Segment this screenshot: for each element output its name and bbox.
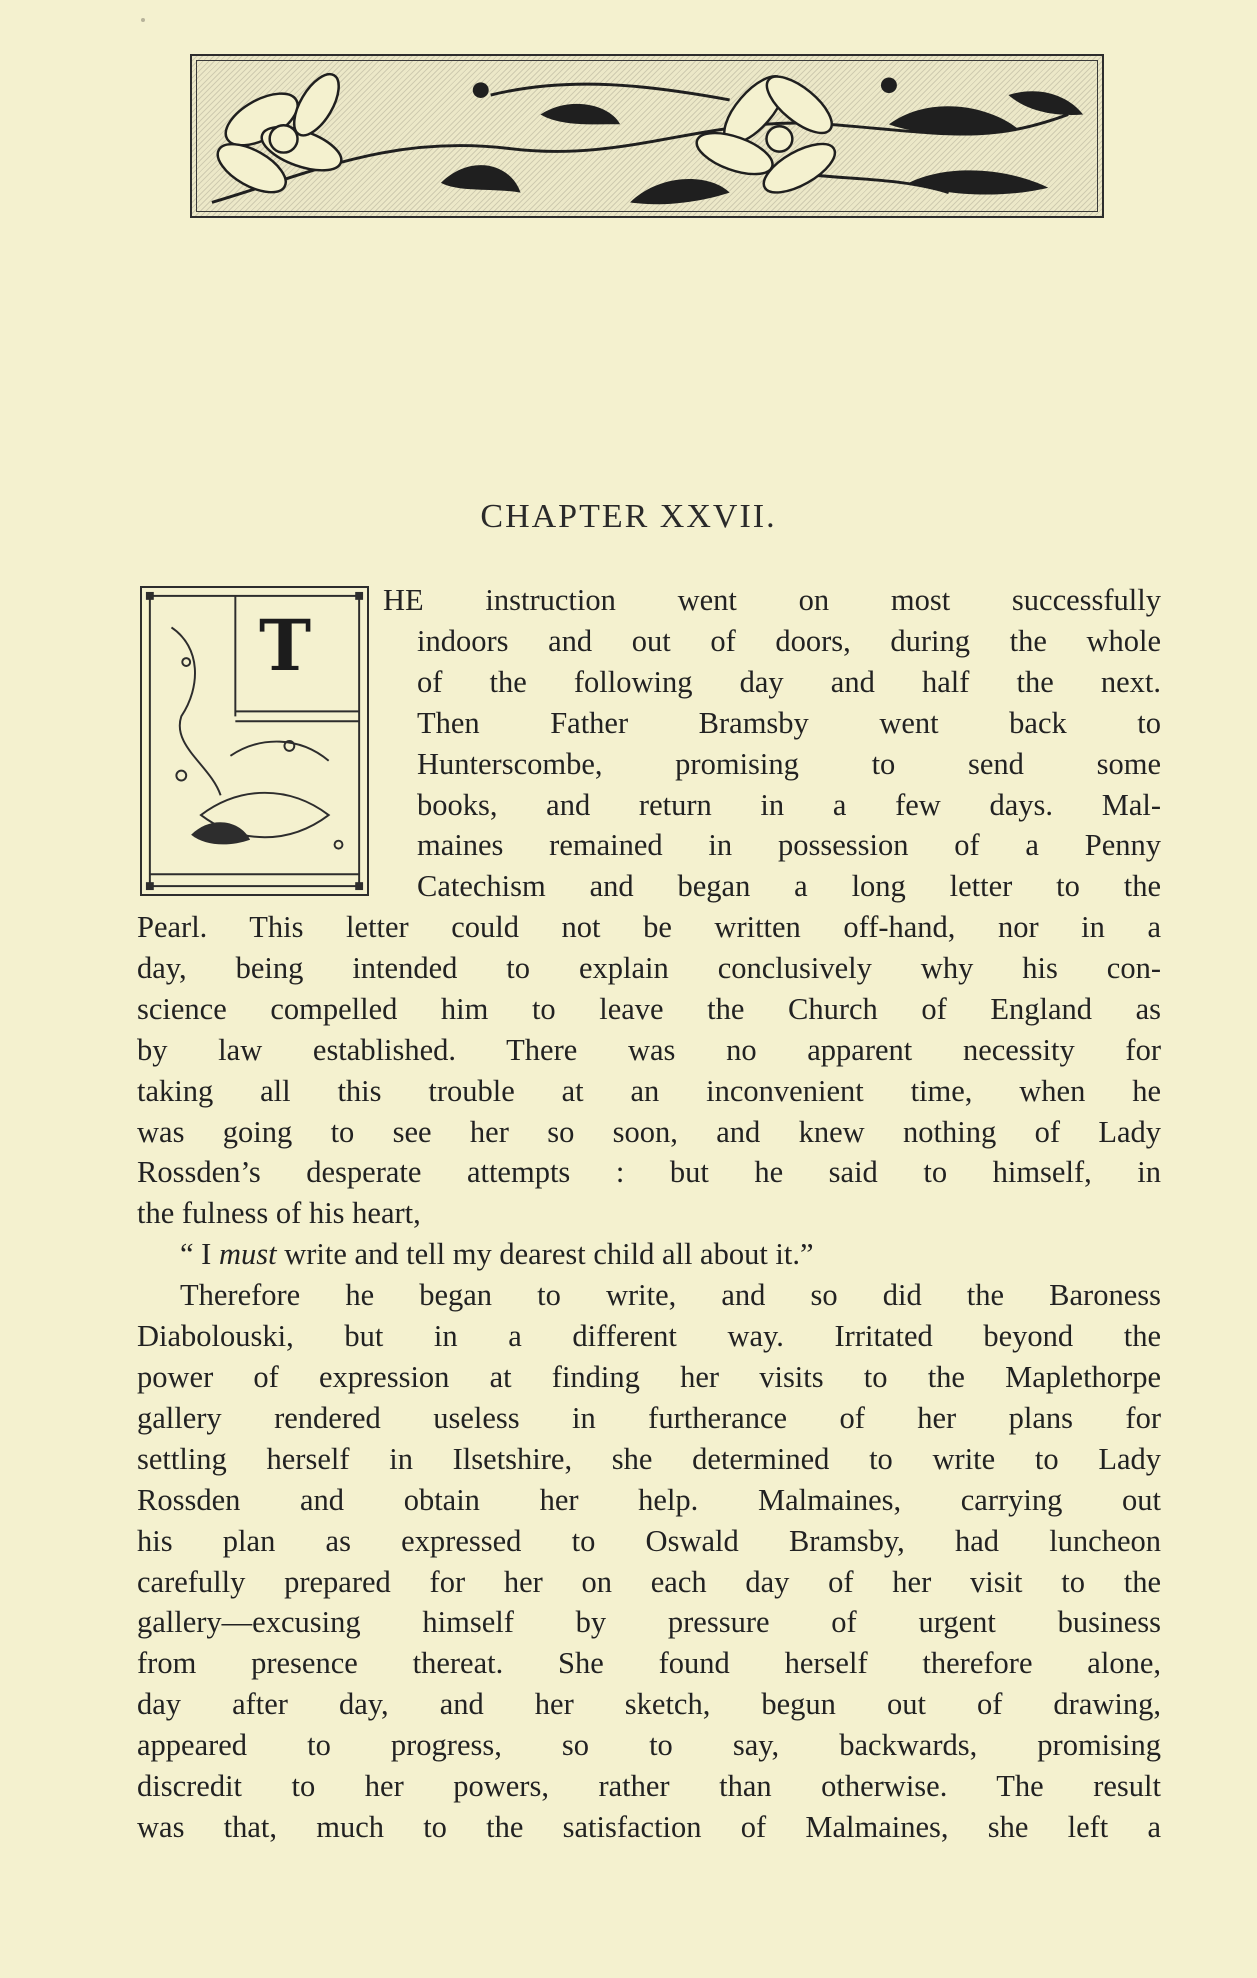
text-line: day, being intended to explain conclusively why his con- xyxy=(137,950,1161,985)
text-line: taking all this trouble at an inconvenient time, when he xyxy=(137,1073,1161,1108)
text-line: HE instruction went on most successfully xyxy=(383,583,1161,617)
text-line: appeared to progress, so to say, backwards, promising xyxy=(137,1728,1161,1763)
text-line: discredit to her powers, rather than otherwise. The result xyxy=(137,1769,1161,1804)
quote-open: “ I xyxy=(180,1237,219,1272)
text-line: Rossden and obtain her help. Malmaines, carrying out xyxy=(137,1482,1161,1517)
text-line: his plan as expressed to Oswald Bramsby, had luncheon xyxy=(137,1523,1161,1558)
text-line: Diabolouski, but in a different way. Irritated beyond the xyxy=(137,1319,1161,1354)
body-text xyxy=(137,907,1161,1848)
text-line: Pearl. This letter could not be written off-hand, nor in a xyxy=(137,910,1161,944)
chapter-headpiece-ornament xyxy=(190,54,1104,218)
text-line: of the following day and half the next. xyxy=(417,664,1161,699)
text-line: day after day, and her sketch, begun out of drawing, xyxy=(137,1687,1161,1722)
text-line: carefully prepared for her on each day of her visit to the xyxy=(137,1564,1161,1599)
text-line: Then Father Bramsby went back to xyxy=(417,705,1161,740)
text-line: Therefore he began to write, and so did the Baroness xyxy=(180,1278,1161,1313)
text-line: the fulness of his heart, xyxy=(137,1196,421,1231)
text-line: maines remained in possession of a Penny xyxy=(417,828,1161,863)
text-line: indoors and out of doors, during the whole xyxy=(417,623,1161,658)
text-line: Hunterscombe, promising to send some xyxy=(417,746,1161,781)
text-line: Rossden’s desperate attempts : but he said to himself, in xyxy=(137,1155,1161,1190)
drop-cap-letter: T xyxy=(258,604,312,687)
decorated-initial xyxy=(140,586,369,896)
quote-emphasis: must xyxy=(218,1237,277,1272)
text-line: power of expression at finding her visits to the Maplethorpe xyxy=(137,1359,1161,1394)
quote-rest: write and tell my dearest child all about it.” xyxy=(276,1237,814,1272)
text-line: science compelled him to leave the Church of England as xyxy=(137,991,1161,1026)
text-line: from presence thereat. She found herself therefore alone, xyxy=(137,1646,1161,1681)
text-line: settling herself in Ilsetshire, she determined to write to Lady xyxy=(137,1441,1161,1476)
text-line: gallery rendered useless in furtherance of her plans for xyxy=(137,1400,1161,1435)
text-line: was that, much to the satisfaction of Malmaines, she left a xyxy=(137,1809,1161,1844)
floral-vine-illustration xyxy=(192,56,1102,216)
text-line: by law established. There was no apparent necessity for xyxy=(137,1032,1161,1067)
quoted-line xyxy=(137,1234,1161,1275)
text-line: books, and return in a few days. Mal- xyxy=(417,787,1161,822)
chapter-title: CHAPTER XXVII. xyxy=(480,498,777,535)
paper-speck xyxy=(141,18,145,22)
text-line: Catechism and began a long letter to the xyxy=(417,869,1161,904)
opening-paragraph xyxy=(383,580,1161,907)
text-line: gallery—excusing himself by pressure of urgent business xyxy=(137,1605,1161,1640)
text-line: was going to see her so soon, and knew nothing of Lady xyxy=(137,1114,1161,1149)
